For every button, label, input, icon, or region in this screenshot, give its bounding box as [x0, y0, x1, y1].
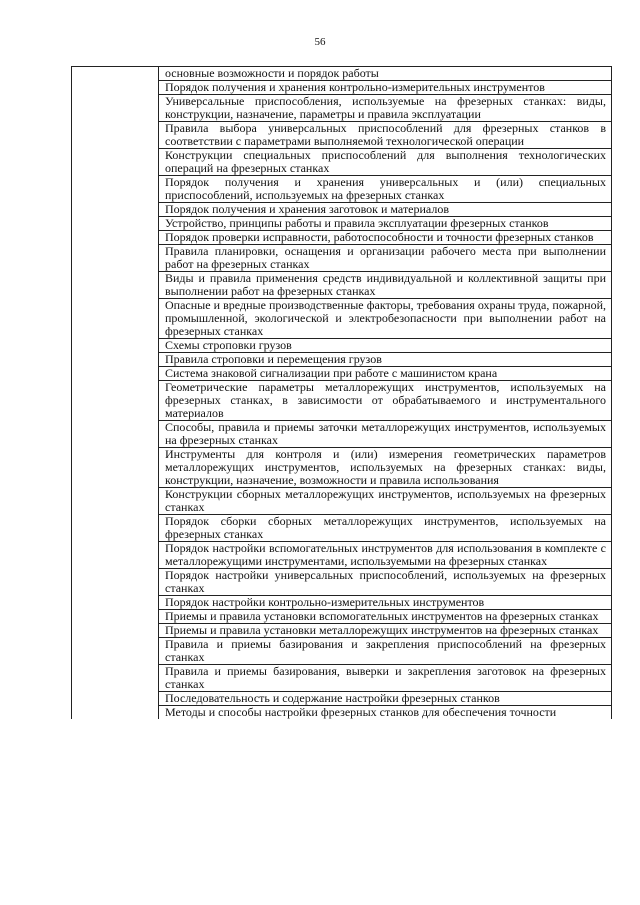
knowledge-item: [159, 596, 612, 610]
knowledge-item-text: Конструкции сборных металлорежущих инструментов, используемых на фрезерных станках: [165, 487, 606, 514]
knowledge-item-text: Порядок настройки контрольно-измерительных инструментов: [165, 595, 485, 609]
knowledge-item-text: Приемы и правила установки металлорежущих инструментов на фрезерных станках: [165, 623, 599, 637]
knowledge-item: [159, 339, 612, 353]
table-body: [72, 67, 612, 720]
knowledge-item-text: Последовательность и содержание настройки фрезерных станков: [165, 691, 500, 705]
knowledge-item-text: Приемы и правила установки вспомогательных инструментов на фрезерных станках: [165, 609, 599, 623]
knowledge-item: [159, 272, 612, 299]
knowledge-item-text: Схемы строповки грузов: [165, 338, 292, 352]
knowledge-item-text: Порядок получения и хранения универсальных и (или) специальных приспособлений, используемых на фрезерных станках: [165, 175, 606, 202]
knowledge-item: [159, 381, 612, 421]
knowledge-item: [159, 706, 612, 720]
knowledge-item: [159, 488, 612, 515]
knowledge-item-text: Виды и правила применения средств индивидуальной и коллективной защиты при выполнении работ на фрезерных станках: [165, 271, 606, 298]
knowledge-item: [159, 569, 612, 596]
knowledge-item: [159, 81, 612, 95]
knowledge-item: [159, 299, 612, 339]
knowledge-item-text: Порядок настройки универсальных приспособлений, используемых на фрезерных станках: [165, 568, 606, 595]
knowledge-item: [159, 217, 612, 231]
knowledge-item: [159, 638, 612, 665]
knowledge-item: [159, 624, 612, 638]
knowledge-item-text: основные возможности и порядок работы: [165, 66, 379, 80]
knowledge-item-text: Конструкции специальных приспособлений для выполнения технологических операций на фрезерных станках: [165, 148, 606, 175]
knowledge-item: [159, 367, 612, 381]
knowledge-item-text: Правила планировки, оснащения и организации рабочего места при выполнении работ на фрезерных станках: [165, 244, 606, 271]
knowledge-item-text: Способы, правила и приемы заточки металлорежущих инструментов, используемых на фрезерных станках: [165, 420, 606, 447]
knowledge-item: [159, 665, 612, 692]
left-column-cell: [72, 67, 159, 720]
knowledge-item: [159, 95, 612, 122]
page-number: 56: [314, 36, 326, 48]
knowledge-table: [71, 66, 612, 719]
knowledge-item-text: Методы и способы настройки фрезерных станков для обеспечения точности: [165, 706, 557, 719]
knowledge-item: [159, 176, 612, 203]
knowledge-item-text: Порядок настройки вспомогательных инструментов для использования в комплекте с металлорежущими инструментами, используемыми на фрезерных станках: [165, 541, 606, 568]
knowledge-item: [159, 67, 612, 81]
knowledge-item: [159, 692, 612, 706]
knowledge-item: [159, 610, 612, 624]
knowledge-item: [159, 203, 612, 217]
knowledge-item: [159, 421, 612, 448]
table-row: [72, 67, 612, 81]
knowledge-item-text: Правила и приемы базирования, выверки и закрепления заготовок на фрезерных станках: [165, 664, 606, 691]
knowledge-item: [159, 245, 612, 272]
knowledge-item: [159, 515, 612, 542]
knowledge-item-text: Система знаковой сигнализации при работе с машинистом крана: [165, 366, 498, 380]
knowledge-item-text: Устройство, принципы работы и правила эксплуатации фрезерных станков: [165, 216, 549, 230]
knowledge-item-text: Инструменты для контроля и (или) измерения геометрических параметров металлорежущих инструментов, используемых на фрезерных станках: виды, конструкции, назначение, возможности и правила использования: [165, 447, 606, 487]
knowledge-item-text: Правила строповки и перемещения грузов: [165, 352, 382, 366]
knowledge-item: [159, 149, 612, 176]
knowledge-item: [159, 542, 612, 569]
knowledge-item: [159, 231, 612, 245]
knowledge-item-text: Опасные и вредные производственные факторы, требования охраны труда, пожарной, промышленной, экологической и электробезопасности при выполнении работ на фрезерных станках: [165, 298, 606, 338]
knowledge-item-text: Правила и приемы базирования и закрепления приспособлений на фрезерных станках: [165, 637, 606, 664]
knowledge-item: [159, 448, 612, 488]
knowledge-item-text: Порядок получения и хранения контрольно-измерительных инструментов: [165, 80, 545, 94]
knowledge-item-text: Правила выбора универсальных приспособлений для фрезерных станков в соответствии с параметрами выполняемой технологической операции: [165, 121, 606, 148]
knowledge-item-text: Порядок сборки сборных металлорежущих инструментов, используемых на фрезерных станках: [165, 514, 606, 541]
knowledge-item-text: Геометрические параметры металлорежущих инструментов, используемых на фрезерных станках, в зависимости от обрабатываемого и инструментального материалов: [165, 380, 606, 420]
knowledge-item: [159, 122, 612, 149]
knowledge-item: [159, 353, 612, 367]
knowledge-item-text: Порядок проверки исправности, работоспособности и точности фрезерных станков: [165, 230, 594, 244]
knowledge-item-text: Порядок получения и хранения заготовок и материалов: [165, 202, 450, 216]
knowledge-item-text: Универсальные приспособления, используемые на фрезерных станках: виды, конструкции, назначение, параметры и правила эксплуатации: [165, 94, 606, 121]
